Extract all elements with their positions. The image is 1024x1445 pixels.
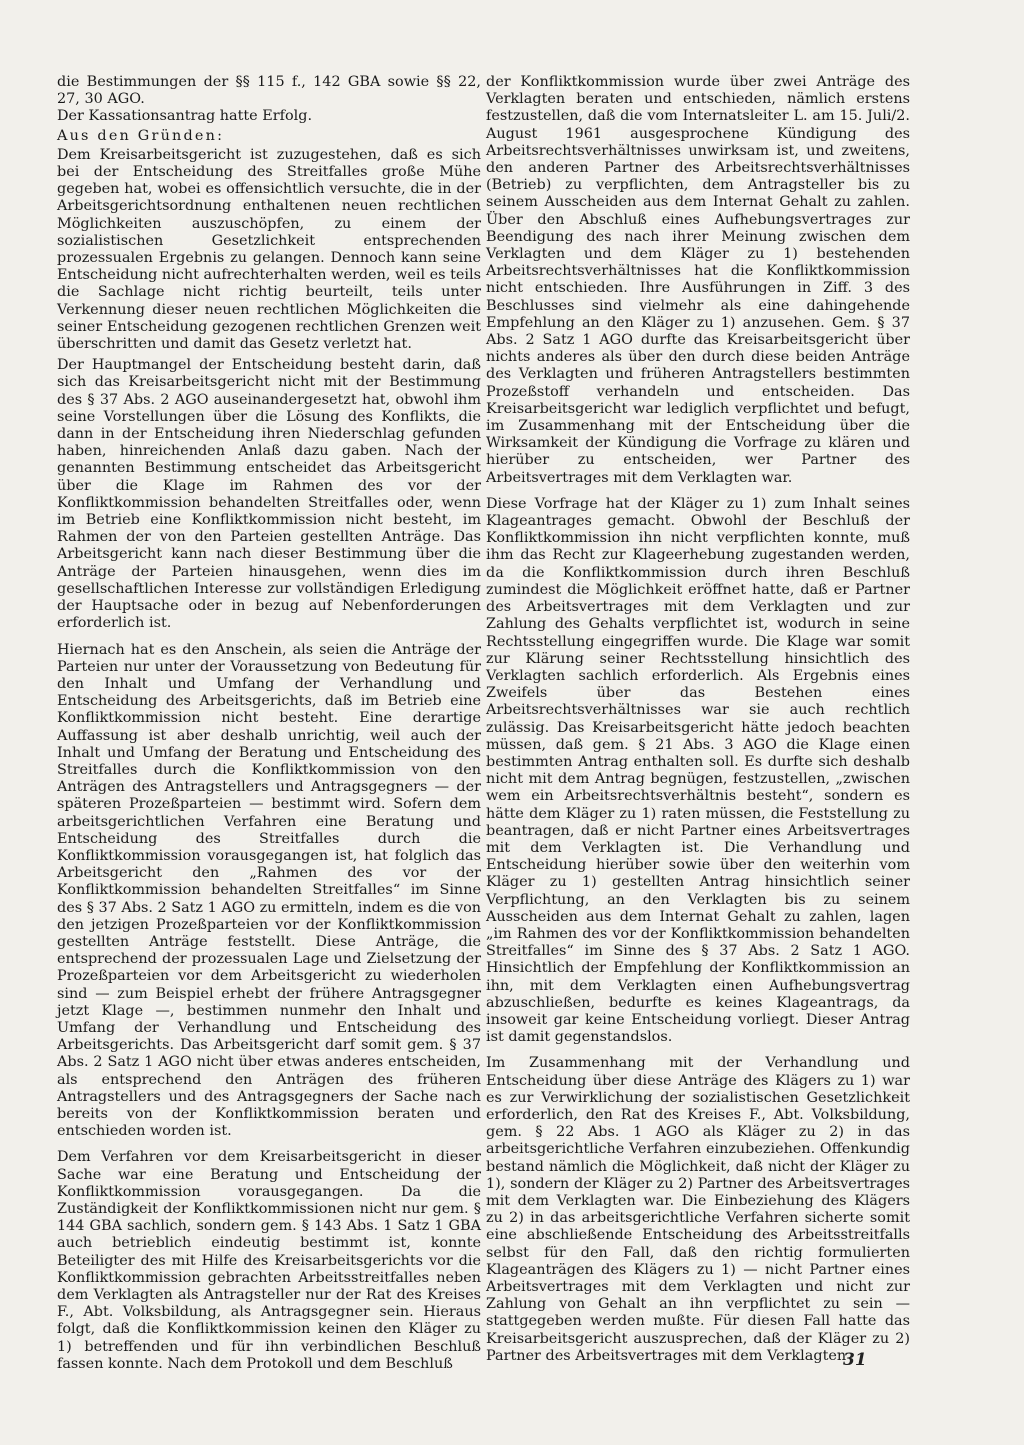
right-paragraph-2: Diese Vorfrage hat der Kläger zu 1) zum Inhalt seines Klageantrages gemacht. Obwohl der Beschluß der Konfliktkommission ihn nicht verpflichten konnte, muß ihm das Recht zur Klageerhebung zugestanden werden, da die Konfliktkommission durch ihren Beschluß zumindest die Möglichkeit eröffnet hatte, daß er Partner des Arbeitsvertrages mit dem Verklagten und zur Zahlung des Gehalts verpflichtet ist, wodurch in seine Rechtsstellung eingegriffen wurde. Die Klage war somit zur Klärung seiner Rechtsstellung hinsichtlich des Verklagten sachlich erforderlich. Als Ergebnis eines Zweifels über das Bestehen eines Arbeitsrechtsverhältnisses war sie auch rechtlich zulässig. Das Kreisarbeitsgericht hätte jedoch beachten müssen, daß gem. § 21 Abs. 3 AGO die Klage einen bestimmten Antrag enthalten soll. Es durfte sich deshalb nicht mit dem Antrag begnügen, festzustellen, „zwischen wem ein Arbeitsrechtsverhältnis besteht“, sondern es hätte dem Kläger zu 1) raten müssen, die Feststellung zu beantragen, daß er nicht Partner eines Arbeitsvertrages mit dem Verklagten ist. Die Verhandlung und Entscheidung hierüber sowie über den weiterhin vom Kläger zu 1) gestellten Antrag hinsichtlich seiner Verpflichtung, an den Verklagten bis zu seinem Ausscheiden aus dem Internat Gehalt zu zahlen, lagen „im Rahmen des vor der Konfliktkommission behandelten Streitfalles“ im Sinne des § 37 Abs. 2 Satz 1 AGO. Hinsichtlich der Empfehlung der Konfliktkommission an ihn, mit dem Verklagten einen Aufhebungsvertrag abzuschließen, bedurfte es keines Klageantrags, da insoweit gar keine Entscheidung vorliegt. Dieser Antrag ist damit gegenstandslos. [486,495,910,1046]
page-number: 31 [843,1350,867,1370]
right-paragraph-3: Im Zusammenhang mit der Verhandlung und Entscheidung über diese Anträge des Klägers zu 1) war es zur Verwirklichung der sozialistischen Gesetzlichkeit erforderlich, den Rat des Kreises F., Abt. Volksbildung, gem. § 22 Abs. 1 AGO als Kläger zu 2) in das arbeitsgerichtliche Verfahren einzubeziehen. Offenkundig bestand nämlich die Möglichkeit, daß nicht der Kläger zu 1), sondern der Kläger zu 2) Partner des Arbeitsvertrages mit dem Verklagten war. Die Einbeziehung des Klägers zu 2) in das arbeitsgerichtliche Verfahren sicherte somit eine abschließende Entscheidung des Arbeitsstreitfalls selbst für den Fall, daß den richtig formulierten Klageanträgen des Klägers zu 1) — nicht Partner eines Arbeitsvertrages mit dem Verklagten und nicht zur Zahlung von Gehalt an ihn verpflichtet zu sein — stattgegeben werden mußte. Für diesen Fall hatte das Kreisarbeitsgericht auszusprechen, daß der Kläger zu 2) Partner des Arbeitsvertrages mit dem Verklagten [486,1055,910,1364]
left-paragraph-4: Dem Verfahren vor dem Kreisarbeitsgericht in dieser Sache war eine Beratung und Entscheidung der Konfliktkommission vorausgegangen. Da die Zuständigkeit der Konfliktkommissionen nicht nur gem. § 144 GBA sachlich, sondern gem. § 143 Abs. 1 Satz 1 GBA auch betrieblich eindeutig bestimmt ist, konnte Beteiligter des mit Hilfe des Kreisarbeitsgerichts vor die Konfliktkommission gebrachten Arbeitsstreitfalles neben dem Verklagten als Antragsteller nur der Rat des Kreises F., Abt. Volksbildung, als Antragsgegner sein. Hieraus folgt, daß die Konfliktkommission keinen den Kläger zu 1) betreffenden und für ihn verbindlichen Beschluß fassen konnte. Nach dem Protokoll und dem Beschluß [57,1149,481,1372]
intro-paragraph: die Bestimmungen der §§ 115 f., 142 GBA sowie §§ 22, 27, 30 AGO. [57,74,481,108]
section-heading: Aus den Gründen: [57,127,225,144]
right-column [486,74,910,1365]
left-column [57,74,481,1373]
right-paragraph-1: der Konfliktkommission wurde über zwei Anträge des Verklagten beraten und entschieden, nämlich erstens festzustellen, daß die vom Internatsleiter L. am 15. Juli/2. August 1961 ausgesprochene Kündigung des Arbeitsrechtsverhältnisses unwirksam ist, und zweitens, den anderen Partner des Arbeitsrechtsverhältnisses (Betrieb) zu verpflichten, dem Antragsteller bis zu seinem Ausscheiden aus dem Internat Gehalt zu zahlen. Über den Abschluß eines Aufhebungsvertrages zur Beendigung des nach ihrer Meinung zwischen dem Verklagten und dem Kläger zu 1) bestehenden Arbeitsrechtsverhältnisses hat die Konfliktkommission nicht entschieden. Ihre Ausführungen in Ziff. 3 des Beschlusses sind vielmehr als eine dahingehende Empfehlung an den Kläger zu 1) anzusehen. Gem. § 37 Abs. 2 Satz 1 AGO durfte das Kreisarbeitsgericht über nichts anderes als über den durch diese beiden Anträge des Verklagten und früheren Antragstellers bestimmten Prozeßstoff verhandeln und entscheiden. Das Kreisarbeitsgericht war lediglich verpflichtet und befugt, im Zusammenhang mit der Entscheidung über die Wirksamkeit der Kündigung die Vorfrage zu klären und hierüber zu entscheiden, wer Partner des Arbeitsvertrages mit dem Verklagten war. [486,74,910,486]
left-paragraph-3: Hiernach hat es den Anschein, als seien die Anträge der Parteien nur unter der Voraussetzung von Bedeutung für den Inhalt und Umfang der Verhandlung und Entscheidung des Arbeitsgerichts, daß im Betrieb eine Konfliktkommission nicht besteht. Eine derartige Auffassung ist aber deshalb unrichtig, weil auch der Inhalt und Umfang der Beratung und Entscheidung des Streitfalles durch die Konfliktkommission von den Anträgen des Antragstellers und Antragsgegners — der späteren Prozeßparteien — bestimmt wird. Sofern dem arbeitsgerichtlichen Verfahren eine Beratung und Entscheidung des Streitfalles durch die Konfliktkommission vorausgegangen ist, hat folglich das Arbeitsgericht den „Rahmen des vor der Konfliktkommission behandelten Streitfalles“ im Sinne des § 37 Abs. 2 Satz 1 AGO zu ermitteln, indem es die von den jetzigen Prozeßparteien vor der Konfliktkommission gestellten Anträge feststellt. Diese Anträge, die entsprechend der prozessualen Lage und Zielsetzung der Prozeßparteien vor dem Arbeitsgericht zu wiederholen sind — zum Beispiel erhebt der frühere Antragsgegner jetzt Klage —, bestimmen nunmehr den Inhalt und Umfang der Verhandlung und Entscheidung des Arbeitsgerichts. Das Arbeitsgericht darf somit gem. § 37 Abs. 2 Satz 1 AGO nicht über etwas anderes entscheiden, als entsprechend den Anträgen des früheren Antragstellers und des Antragsgegners der Sache nach bereits von der Konfliktkommission beraten und entschieden worden ist. [57,641,482,1140]
result-paragraph: Der Kassationsantrag hatte Erfolg. [57,108,313,125]
left-paragraph-2: Der Hauptmangel der Entscheidung besteht darin, daß sich das Kreisarbeitsgericht nicht mit der Bestimmung des § 37 Abs. 2 AGO auseinandergesetzt hat, obwohl ihm seine Vorstellungen über die Lösung des Konflikts, die dann in der Entscheidung ihren Niederschlag gefunden haben, hinreichenden Anlaß dazu gaben. Nach der genannten Bestimmung entscheidet das Arbeitsgericht über die Klage im Rahmen des vor der Konfliktkommission behandelten Streitfalles oder, wenn im Betrieb eine Konfliktkommission nicht besteht, im Rahmen der von den Parteien gestellten Anträge. Das Arbeitsgericht kann nach dieser Bestimmung über die Anträge der Parteien hinausgehen, wenn dies im gesellschaftlichen Interesse zur vollständigen Erledigung der Hauptsache oder in bezug auf Nebenforderungen erforderlich ist. [57,357,481,632]
left-paragraph-1: Dem Kreisarbeitsgericht ist zuzugestehen, daß es sich bei der Entscheidung des Streitfalles große Mühe gegeben hat, wobei es offensichtlich versuchte, die in der Arbeitsgerichtsordnung enthaltenen neuen rechtlichen Möglichkeiten auszuschöpfen, zu einem der sozialistischen Gesetzlichkeit entsprechenden prozessualen Ergebnis zu gelangen. Dennoch kann seine Entscheidung nicht aufrechterhalten werden, weil es teils die Sachlage nicht richtig beurteilt, teils unter Verkennung dieser neuen rechtlichen Möglichkeiten die seiner Entscheidung gezogenen rechtlichen Grenzen weit überschritten und damit das Gesetz verletzt hat. [57,146,481,353]
